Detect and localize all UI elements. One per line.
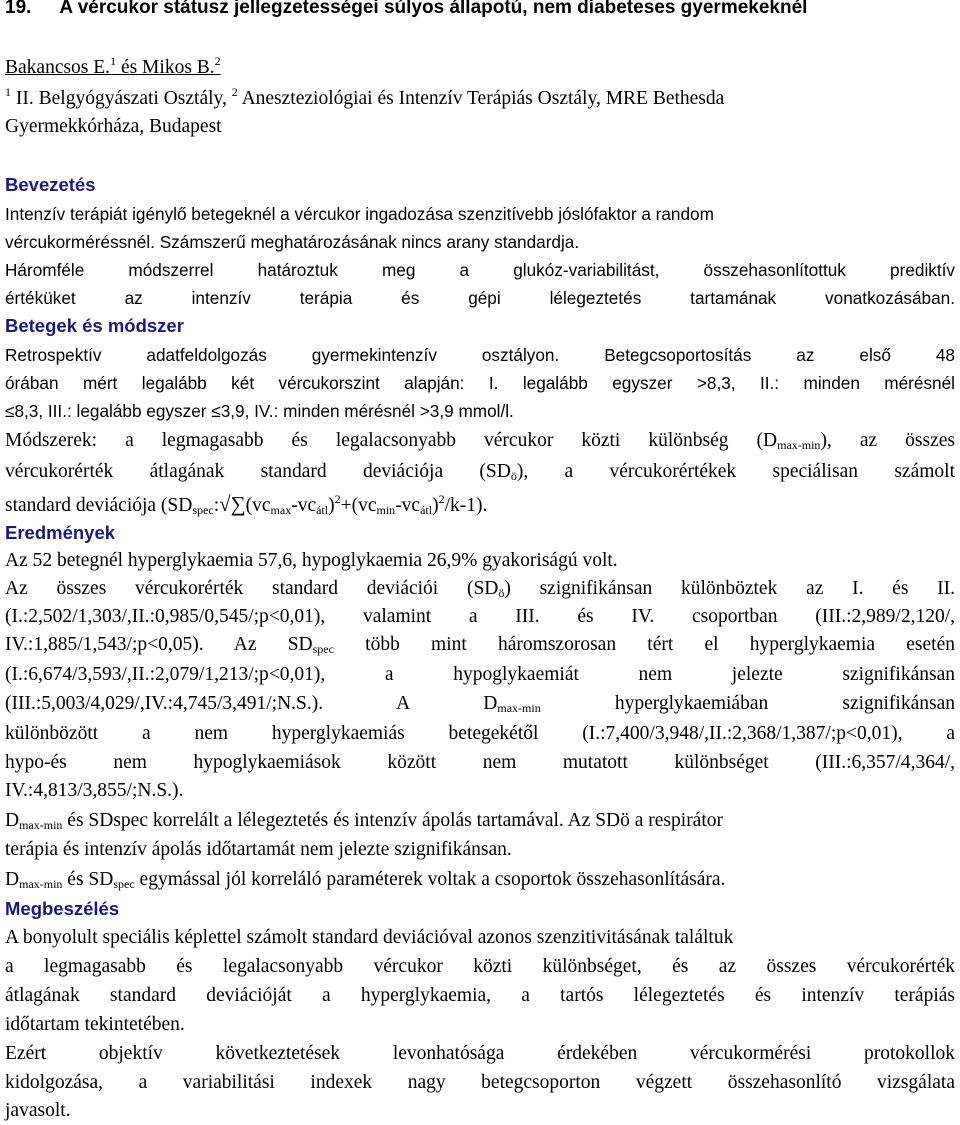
eredmenyek-2a: Az összes vércukorérték standard deviációi (SD: [5, 578, 499, 599]
modszer-2-sub: ö: [510, 469, 517, 483]
betegek-line-1: Retrospektív adatfeldolgozás gyermekintenzív osztályon. Betegcsoportosítás az első 48: [5, 345, 955, 365]
affiliation-sup-1: 1: [5, 85, 11, 99]
betegek-line-3: [5, 398, 955, 424]
eredmenyek-line-4: [5, 632, 955, 658]
modszer-1b: ), az összes: [820, 430, 955, 451]
formula-sub-min: min: [376, 503, 396, 517]
eredmenyek-2b: ) szignifikánsan különböztek az I. és II.: [504, 578, 955, 599]
megbeszeles-line-3: átlagának standard deviációját a hyperglykaemia, a tartós lélegeztetés és intenzív terápiás: [5, 985, 955, 1006]
betegek-line-3a: 8,3, III.: legalább egyszer: [14, 401, 212, 421]
modszer-line-3-formula: [5, 491, 955, 519]
affiliation-line-2: Gyermekkórháza, Budapest: [5, 116, 222, 137]
eredmenyek-line-9: IV.:4,813/3,855/;N.S.).: [5, 780, 184, 801]
sqrt-icon: √: [219, 492, 231, 516]
eredmenyek-line-3: (I.:2,502/1,303/,II.:0,985/0,545/;p<0,01), valamint a III. és IV. csoportban (III.:2,989/2,120/,: [5, 606, 955, 627]
eredmenyek-line-5: (I.:6,674/3,593/,II.:2,079/1,213/;p<0,01), a hypoglykaemiát nem jelezte szignifikánsan: [5, 664, 955, 685]
eredmenyek-10a: D: [5, 810, 20, 831]
formula-h: ): [432, 495, 439, 516]
modszer-2a: vércukorérték átlagának standard deviációja (SD: [5, 461, 511, 482]
formula-sub-atl-1: átl: [316, 503, 329, 517]
eredmenyek-line-7: különbözött a nem hyperglykaemiás betegekétől (I.:7,400/3,948/,II.:2,368/1,387/;p<0,01), a: [5, 723, 955, 744]
eredmenyek-line-8: hypo-és nem hypoglykaemiások között nem mutatott különbséget (III.:6,357/4,364/,: [5, 752, 955, 773]
formula-a: standard deviációja (SD: [5, 495, 193, 516]
eredmenyek-line-11: terápia és intenzív ápolás időtartamát nem jelezte szignifikánsan.: [5, 839, 512, 860]
formula-e: ): [328, 495, 335, 516]
leq-symbol-2: ≤: [211, 401, 221, 421]
formula-b: :: [213, 495, 220, 516]
eredmenyek-2-sub: ö: [498, 586, 505, 600]
modszer-2b: ), a vércukorértékek speciálisan számolt: [516, 461, 955, 482]
title-number: 19.: [5, 0, 32, 18]
megbeszeles-line-1: A bonyolult speciális képlettel számolt standard deviációval azonos szenzitivitásának találtuk: [5, 927, 734, 948]
eredmenyek-6b: hyperglykaemiában szignifikánsan: [540, 693, 955, 714]
modszer-1a: Módszerek: a legmagasabb és legalacsonyabb vércukor közti különbség (D: [5, 430, 778, 451]
eredmenyek-12-sub-1: max-min: [19, 877, 63, 891]
modszer-line-2: [5, 459, 955, 485]
eredmenyek-6-sub: max-min: [497, 701, 541, 715]
author-1-name: Bakancsos E.: [5, 57, 111, 78]
author-2-sup: 2: [214, 54, 221, 68]
eredmenyek-6a: (III.:5,003/4,029/,IV.:4,745/3,491/;N.S.). A D: [5, 693, 498, 714]
betegek-line-2: órában mért legalább két vércukorszint alapján: I. legalább egyszer >8,3, II.: minden mérésnél: [5, 373, 955, 393]
eredmenyek-4a: IV.:1,885/1,543/;p<0,05). Az SD: [5, 634, 313, 655]
modszer-line-1: [5, 428, 955, 454]
eredmenyek-12b: és SD: [62, 869, 114, 890]
formula-sup-1: 2: [334, 492, 341, 506]
megbeszeles-line-4: időtartam tekintetében.: [5, 1014, 185, 1035]
bevezetes-line-1: Intenzív terápiát igénylő betegeknél a vércukor ingadozása szenzitívebb jóslófaktor a random: [5, 204, 714, 224]
eredmenyek-line-10: [5, 808, 955, 834]
bevezetes-line-2: vércukorméréssnél. Számszerű meghatározásának nincs arany standardja.: [5, 232, 580, 252]
affiliation-part-2: Aneszteziológiai és Intenzív Terápiás Osztály, MRE Bethesda: [237, 88, 725, 109]
formula-i: /k-1).: [444, 495, 488, 516]
leq-symbol-1: ≤: [5, 401, 15, 421]
affiliation-part-1: II. Belgyógyászati Osztály,: [11, 88, 232, 109]
author-2-name: és Mikos B.: [116, 57, 215, 78]
formula-d: -vc: [291, 495, 317, 516]
formula-sub-spec: spec: [192, 503, 214, 517]
eredmenyek-10-sub: max-min: [19, 818, 63, 832]
sum-icon: ∑: [230, 492, 246, 516]
eredmenyek-12-sub-2: spec: [113, 877, 135, 891]
abstract-title: [5, 0, 955, 21]
authors-line: [5, 55, 955, 81]
formula-f: +(vc: [340, 495, 377, 516]
title-text: A vércukor státusz jellegzetességei súlyos állapotú, nem diabeteses gyermekeknél: [59, 0, 808, 18]
bevezetes-line-4: értéküket az intenzív terápia és gépi lélegeztetés tartamának vonatkozásában.: [5, 288, 955, 308]
eredmenyek-12a: D: [5, 869, 20, 890]
eredmenyek-line-2: [5, 576, 955, 602]
megbeszeles-line-5: Ezért objektív következtetések levonhatósága érdekében vércukormérési protokollok: [5, 1043, 955, 1064]
eredmenyek-line-1: Az 52 betegnél hyperglykaemia 57,6, hypoglykaemia 26,9% gyakoriságú volt.: [5, 550, 618, 571]
eredmenyek-line-6: [5, 691, 955, 717]
formula-sub-max: max: [270, 503, 292, 517]
eredmenyek-line-12: [5, 867, 955, 893]
megbeszeles-line-7: javasolt.: [5, 1100, 71, 1121]
modszer-1-sub: max-min: [777, 438, 821, 452]
affiliation-line-1: [5, 86, 955, 112]
formula-sup-2: 2: [438, 492, 445, 506]
formula-c: (vc: [245, 495, 271, 516]
formula-sub-atl-2: átl: [420, 503, 433, 517]
eredmenyek-12c: egymással jól korreláló paraméterek voltak a csoportok összehasonlítására.: [134, 869, 726, 890]
affiliation-sup-2: 2: [231, 85, 238, 99]
eredmenyek-4-sub: spec: [312, 642, 334, 656]
betegek-line-3b: 3,9, IV.: minden mérésnél >3,9 mmol/l.: [220, 401, 514, 421]
heading-megbeszeles: Megbeszélés: [5, 898, 120, 919]
formula-g: -vc: [395, 495, 421, 516]
bevezetes-line-3: Háromféle módszerrel határoztuk meg a glukóz-variabilitást, összehasonlítottuk prediktív: [5, 260, 955, 280]
eredmenyek-10b: és SDspec korrelált a lélegeztetés és intenzív ápolás tartamával. Az SDö a respirátor: [62, 810, 724, 831]
author-1-sup: 1: [110, 54, 117, 68]
author-1: [5, 54, 221, 78]
megbeszeles-line-2: a legmagasabb és legalacsonyabb vércukor közti különbséget, és az összes vércukorérték: [5, 956, 955, 977]
heading-betegek: Betegek és módszer: [5, 315, 184, 336]
heading-bevezetes: Bevezetés: [5, 174, 96, 195]
heading-eredmenyek: Eredmények: [5, 522, 116, 543]
eredmenyek-4b: több mint háromszorosan tért el hyperglykaemia esetén: [333, 634, 955, 655]
megbeszeles-line-6: kidolgozása, a variabilitási indexek nagy betegcsoporton végzett összehasonlító vizsgálata: [5, 1072, 955, 1093]
